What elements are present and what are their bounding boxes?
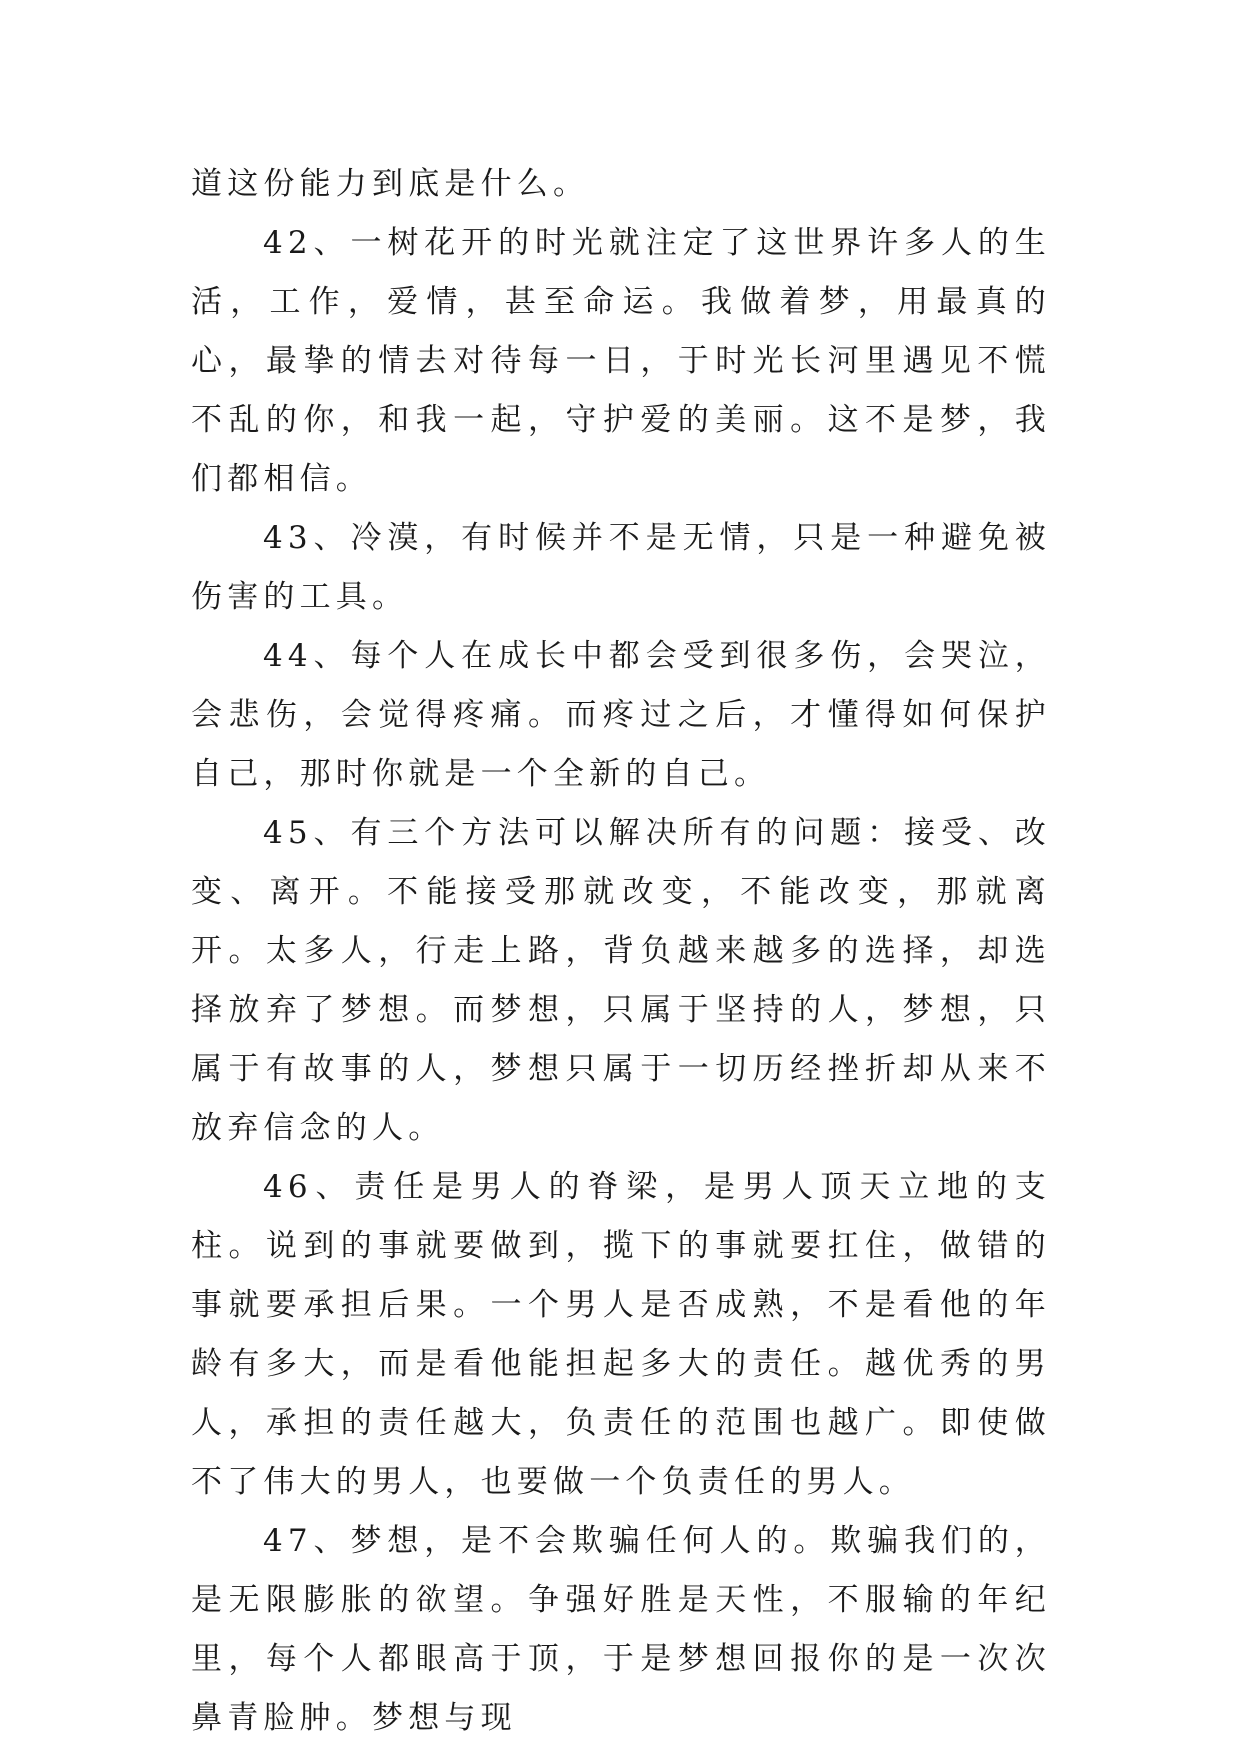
paragraph-continuation: 道这份能力到底是什么。 xyxy=(191,166,590,202)
paragraph-45: 45、有三个方法可以解决所有的问题：接受、改变、离开。不能接受那就改变，不能改变，那就离开。太多人，行走上路，背负越来越多的选择，却选择放弃了梦想。而梦想，只属于坚持的人，梦想，只属于有故事的人，梦想只属于一切历经挫折却从来不放弃信念的人。 xyxy=(191,815,1051,1146)
paragraph-43: 43、冷漠，有时候并不是无情，只是一种避免被伤害的工具。 xyxy=(191,520,1051,615)
paragraph-47: 47、梦想，是不会欺骗任何人的。欺骗我们的，是无限膨胀的欲望。争强好胜是天性，不服输的年纪里，每个人都眼高于顶，于是梦想回报你的是一次次鼻青脸肿。梦想与现 xyxy=(191,1523,1051,1736)
document-body xyxy=(191,155,1051,1748)
paragraph-46: 46、责任是男人的脊梁，是男人顶天立地的支柱。说到的事就要做到，揽下的事就要扛住，做错的事就要承担后果。一个男人是否成熟，不是看他的年龄有多大，而是看他能担起多大的责任。越优秀的男人，承担的责任越大，负责任的范围也越广。即使做不了伟大的男人，也要做一个负责任的男人。 xyxy=(191,1169,1051,1500)
paragraph-44: 44、每个人在成长中都会受到很多伤，会哭泣，会悲伤，会觉得疼痛。而疼过之后，才懂得如何保护自己，那时你就是一个全新的自己。 xyxy=(191,638,1051,792)
paragraph-42: 42、一树花开的时光就注定了这世界许多人的生活，工作，爱情，甚至命运。我做着梦，用最真的心，最挚的情去对待每一日，于时光长河里遇见不慌不乱的你，和我一起，守护爱的美丽。这不是梦，我们都相信。 xyxy=(191,225,1051,497)
